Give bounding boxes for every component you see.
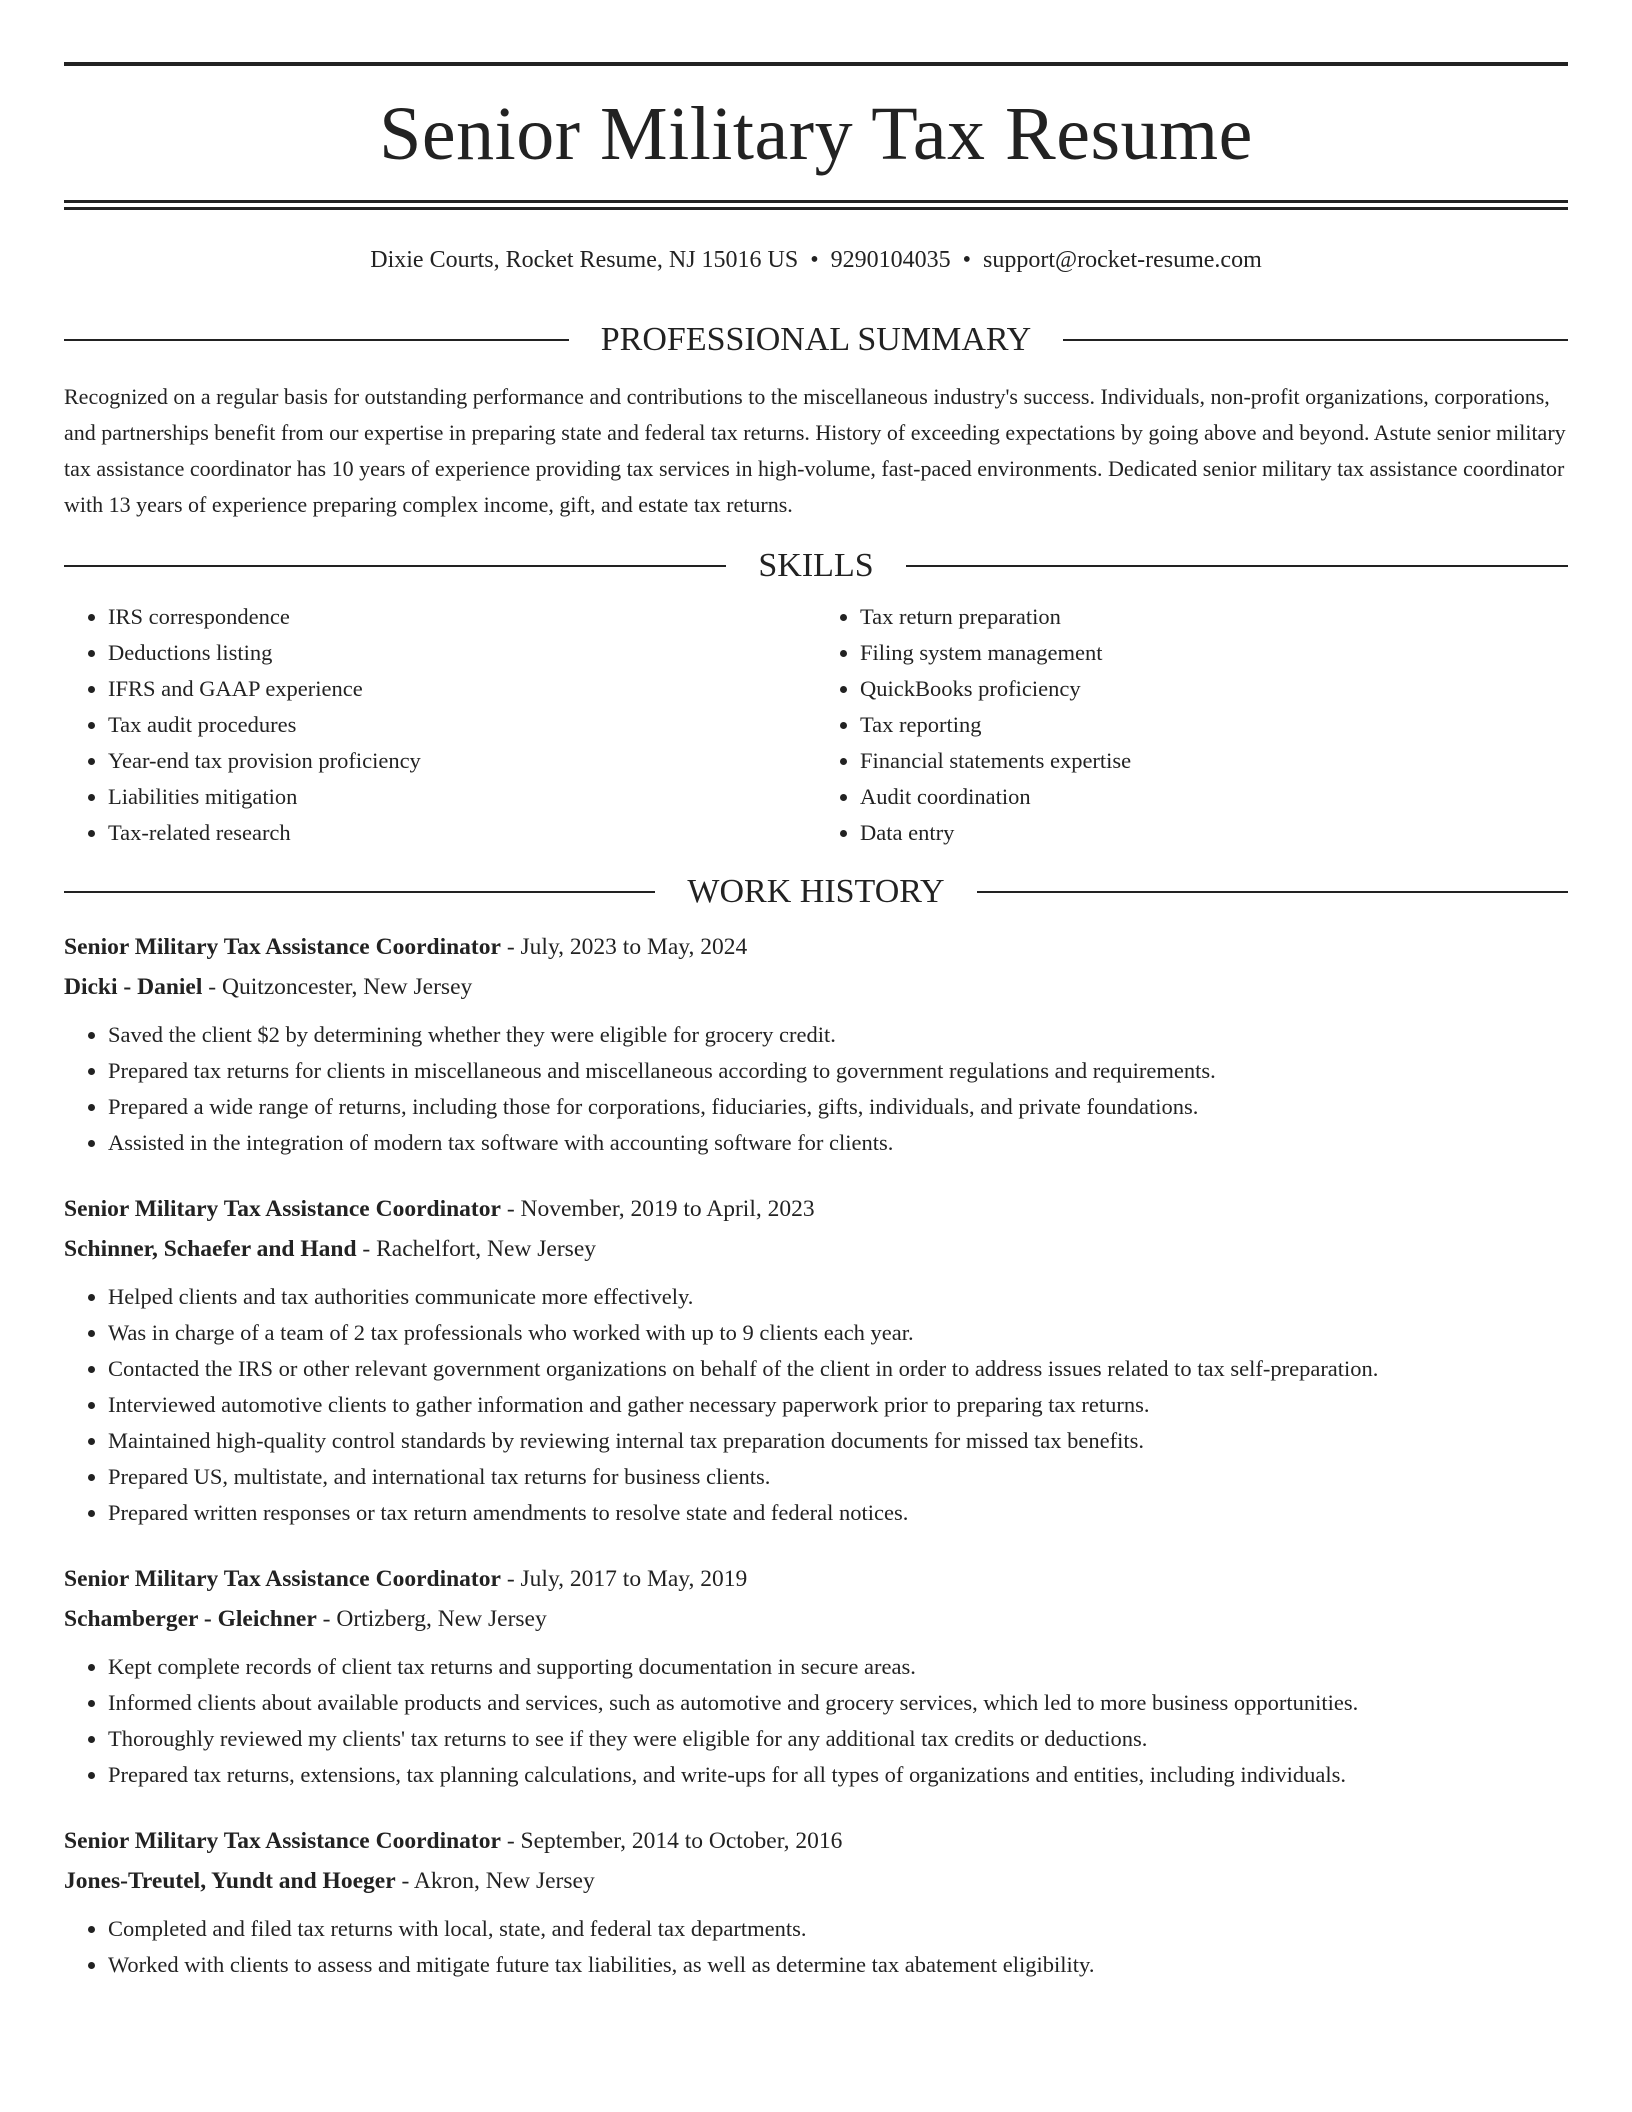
contact-address: Dixie Courts, Rocket Resume, NJ 15016 US (370, 247, 799, 273)
job-bullet: • Prepared written responses or tax return amendments to resolve state and federal notices. (108, 1495, 1568, 1531)
job-company: Dicki - Daniel (64, 973, 203, 1000)
job-bullets (64, 1911, 1568, 1983)
job-company-line: Schinner, Schaefer and Hand - Rachelfort, New Jersey (64, 1235, 596, 1262)
skill-item: • Filing system management (860, 635, 1568, 671)
contact-separator: • (962, 247, 972, 273)
job-location: Rachelfort, New Jersey (376, 1235, 596, 1262)
job-bullets (64, 1017, 1568, 1161)
resume-title: Senior Military Tax Resume (379, 92, 1253, 176)
job-title: Senior Military Tax Assistance Coordinator (64, 1195, 501, 1222)
job-title: Senior Military Tax Assistance Coordinator (64, 1565, 501, 1592)
job-title: Senior Military Tax Assistance Coordinator (64, 1827, 501, 1854)
job-entry (64, 1561, 1568, 1793)
job-bullet: • Assisted in the integration of modern tax software with accounting software for clients. (108, 1125, 1568, 1161)
skill-item: • QuickBooks proficiency (860, 671, 1568, 707)
skill-item: • Tax-related research (108, 815, 816, 851)
section-title: PROFESSIONAL SUMMARY (600, 320, 1032, 358)
job-bullet: • Was in charge of a team of 2 tax professionals who worked with up to 9 clients each year. (108, 1315, 1568, 1351)
skills-column-right (816, 599, 1568, 851)
job-title-line: Senior Military Tax Assistance Coordinator - November, 2019 to April, 2023 (64, 1195, 815, 1222)
heading-rule (64, 565, 726, 567)
job-bullet: • Maintained high-quality control standards by reviewing internal tax preparation documents for missed tax benefits. (108, 1423, 1568, 1459)
job-bullet: • Helped clients and tax authorities communicate more effectively. (108, 1279, 1568, 1315)
job-bullet: • Worked with clients to assess and mitigate future tax liabilities, as well as determine tax abatement eligibility. (108, 1947, 1568, 1983)
job-bullet: • Completed and filed tax returns with local, state, and federal tax departments. (108, 1911, 1568, 1947)
job-bullet: • Informed clients about available products and services, such as automotive and grocery services, which led to more business opportunities. (108, 1685, 1568, 1721)
job-entry (64, 1191, 1568, 1531)
job-bullet: • Thoroughly reviewed my clients' tax returns to see if they were eligible for any additional tax credits or deductions. (108, 1721, 1568, 1757)
job-bullet: • Prepared tax returns for clients in miscellaneous and miscellaneous according to government regulations and requirements. (108, 1053, 1568, 1089)
skill-item: • IFRS and GAAP experience (108, 671, 816, 707)
job-company-line: Jones-Treutel, Yundt and Hoeger - Akron, New Jersey (64, 1867, 595, 1894)
summary-text: Recognized on a regular basis for outstanding performance and contributions to the miscellaneous industry's success. Individuals, non-profit organizations, corporations, and partnerships benefit from our expertise in preparing state and federal tax returns. History of exceeding expectations by going above and beyond. Astute senior military tax assistance coordinator has 10 years of experience providing tax services in high-volume, fast-paced environments. Dedicated senior military tax assistance coordinator with 13 years of experience preparing complex income, gift, and estate tax returns. (64, 383, 1566, 517)
job-title-line: Senior Military Tax Assistance Coordinator - July, 2017 to May, 2019 (64, 1565, 748, 1592)
heading-rule (906, 565, 1568, 567)
section-title: WORK HISTORY (687, 872, 945, 910)
job-title-line: Senior Military Tax Assistance Coordinator - July, 2023 to May, 2024 (64, 933, 748, 960)
contact-separator: • (810, 247, 819, 273)
job-bullet: • Prepared US, multistate, and international tax returns for business clients. (108, 1459, 1568, 1495)
job-location: Ortizberg, New Jersey (336, 1605, 547, 1632)
job-bullets (64, 1649, 1568, 1793)
skill-item: • Year-end tax provision proficiency (108, 743, 816, 779)
skills-list (64, 599, 1568, 851)
job-location: Quitzoncester, New Jersey (221, 973, 473, 1000)
section-title: SKILLS (758, 546, 874, 584)
job-title: Senior Military Tax Assistance Coordinator (64, 933, 501, 960)
job-dates: November, 2019 to April, 2023 (520, 1195, 815, 1222)
job-dates: July, 2017 to May, 2019 (520, 1565, 748, 1592)
skill-item: • Tax return preparation (860, 599, 1568, 635)
heading-rule (977, 891, 1568, 893)
job-dates: September, 2014 to October, 2016 (520, 1827, 843, 1854)
job-bullet: • Prepared tax returns, extensions, tax planning calculations, and write-ups for all types of organizations and entities, including individuals. (108, 1757, 1568, 1793)
job-entry (64, 1823, 1568, 1983)
skill-item: • Tax reporting (860, 707, 1568, 743)
contact-line (64, 246, 1568, 275)
section-heading-summary (64, 320, 1568, 358)
skill-item: • Tax audit procedures (108, 707, 816, 743)
job-dates: July, 2023 to May, 2024 (520, 933, 748, 960)
contact-phone: 9290104035 (830, 247, 951, 273)
job-entry (64, 929, 1568, 1161)
skill-item: • IRS correspondence (108, 599, 816, 635)
section-heading-skills (64, 546, 1568, 584)
heading-rule (1063, 339, 1568, 341)
job-company-line: Dicki - Daniel - Quitzoncester, New Jersey (64, 973, 473, 1000)
job-company: Schinner, Schaefer and Hand (64, 1235, 357, 1262)
skill-item: • Liabilities mitigation (108, 779, 816, 815)
skill-item: • Audit coordination (860, 779, 1568, 815)
job-bullet: • Prepared a wide range of returns, including those for corporations, fiduciaries, gifts, individuals, and private foundations. (108, 1089, 1568, 1125)
job-bullet: • Contacted the IRS or other relevant government organizations on behalf of the client in order to address issues related to tax self-preparation. (108, 1351, 1568, 1387)
heading-rule (64, 891, 655, 893)
skills-column-left (64, 599, 816, 851)
job-bullets (64, 1279, 1568, 1531)
job-bullet: • Interviewed automotive clients to gather information and gather necessary paperwork prior to preparing tax returns. (108, 1387, 1568, 1423)
section-heading-work-history (64, 872, 1568, 910)
job-location: Akron, New Jersey (413, 1867, 595, 1894)
skill-item: • Data entry (860, 815, 1568, 851)
skill-item: • Deductions listing (108, 635, 816, 671)
job-bullet: • Saved the client $2 by determining whether they were eligible for grocery credit. (108, 1017, 1568, 1053)
top-rule (64, 62, 1568, 66)
contact-email: support@rocket-resume.com (983, 247, 1262, 273)
job-company-line: Schamberger - Gleichner - Ortizberg, New Jersey (64, 1605, 547, 1632)
title-double-rule (64, 200, 1568, 210)
job-company: Jones-Treutel, Yundt and Hoeger (64, 1867, 396, 1894)
skill-item: • Financial statements expertise (860, 743, 1568, 779)
job-title-line: Senior Military Tax Assistance Coordinator - September, 2014 to October, 2016 (64, 1827, 843, 1854)
heading-rule (64, 339, 569, 341)
job-company: Schamberger - Gleichner (64, 1605, 317, 1632)
job-bullet: • Kept complete records of client tax returns and supporting documentation in secure areas. (108, 1649, 1568, 1685)
